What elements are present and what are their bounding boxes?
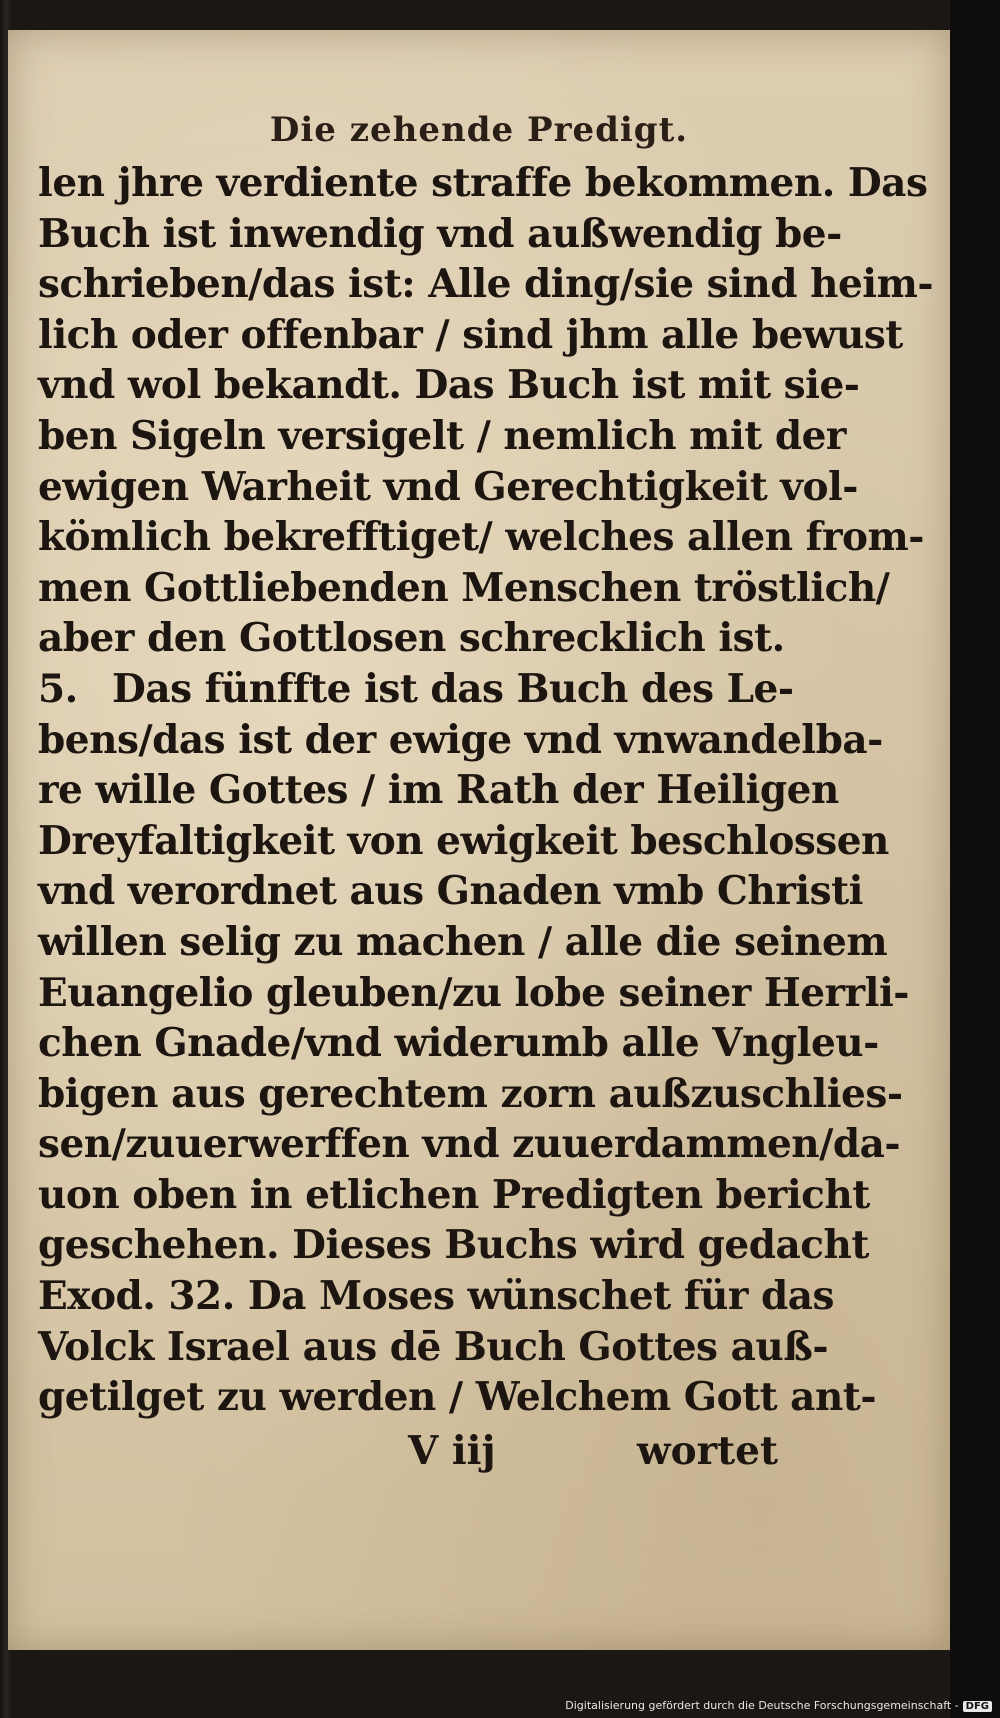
- page-body: [38, 158, 934, 1423]
- section-number: 5.: [38, 665, 78, 712]
- funding-text: Digitalisierung gefördert durch die Deutsche Forschungsgemeinschaft -: [565, 1699, 959, 1712]
- signature-mark: V iij: [408, 1428, 496, 1474]
- text-line: ben Sigeln versigelt / nemlich mit der: [38, 412, 846, 459]
- text-line: geschehen. Dieses Buchs wird gedacht: [38, 1222, 869, 1269]
- text-line: sen/zuuerwerffen vnd zuuerdammen/da-: [38, 1121, 901, 1168]
- text-line: schrieben/das ist: Alle ding/sie sind heim-: [38, 261, 934, 308]
- text-line: bens/das ist der ewige vnd vnwandelba-: [38, 716, 883, 763]
- section-line: [38, 664, 794, 715]
- scan-edge: [950, 0, 1000, 1718]
- text-line: men Gottliebenden Menschen tröstlich/: [38, 564, 890, 611]
- dfg-logo: DFG: [963, 1701, 992, 1712]
- text-line: bigen aus gerechtem zorn außzuschlies-: [38, 1070, 903, 1117]
- text-line: len jhre verdiente straffe bekommen. Das: [38, 160, 928, 206]
- text-line: ewigen Warheit vnd Gerechtigkeit vol-: [38, 463, 858, 510]
- text-line: lich oder offenbar / sind jhm alle bewust: [38, 311, 903, 358]
- running-title: Die zehende Predigt.: [269, 110, 689, 150]
- text-line: Buch ist inwendig vnd außwendig be-: [38, 210, 842, 257]
- text-line: willen selig zu machen / alle die seinem: [38, 918, 888, 965]
- catchword: wortet: [637, 1428, 778, 1474]
- text-line: getilget zu werden / Welchem Gott ant-: [38, 1374, 877, 1421]
- text-line: kömlich bekrefftiget/ welches allen from-: [38, 514, 924, 561]
- text-line: vnd verordnet aus Gnaden vmb Christi: [38, 868, 863, 915]
- text-line: Exod. 32. Da Moses wünschet für das: [38, 1273, 834, 1320]
- book-page: [8, 30, 950, 1650]
- text-line: Euangelio gleuben/zu lobe seiner Herrli-: [38, 969, 909, 1016]
- text-line: Dreyfaltigkeit von ewigkeit beschlossen: [38, 817, 889, 864]
- text-line: vnd wol bekandt. Das Buch ist mit sie-: [38, 362, 860, 409]
- text-line: aber den Gottlosen schrecklich ist.: [38, 615, 785, 662]
- text-line: chen Gnade/vnd widerumb alle Vngleu-: [38, 1020, 879, 1067]
- text-line: re wille Gottes / im Rath der Heiligen: [38, 767, 839, 814]
- page-footer: [38, 1426, 778, 1476]
- text-line: Das fünffte ist das Buch des Le-: [112, 665, 794, 712]
- funding-notice: [565, 1699, 992, 1712]
- text-line: Volck Israel aus dē Buch Gottes auß-: [38, 1323, 829, 1370]
- text-line: uon oben in etlichen Predigten bericht: [38, 1171, 870, 1218]
